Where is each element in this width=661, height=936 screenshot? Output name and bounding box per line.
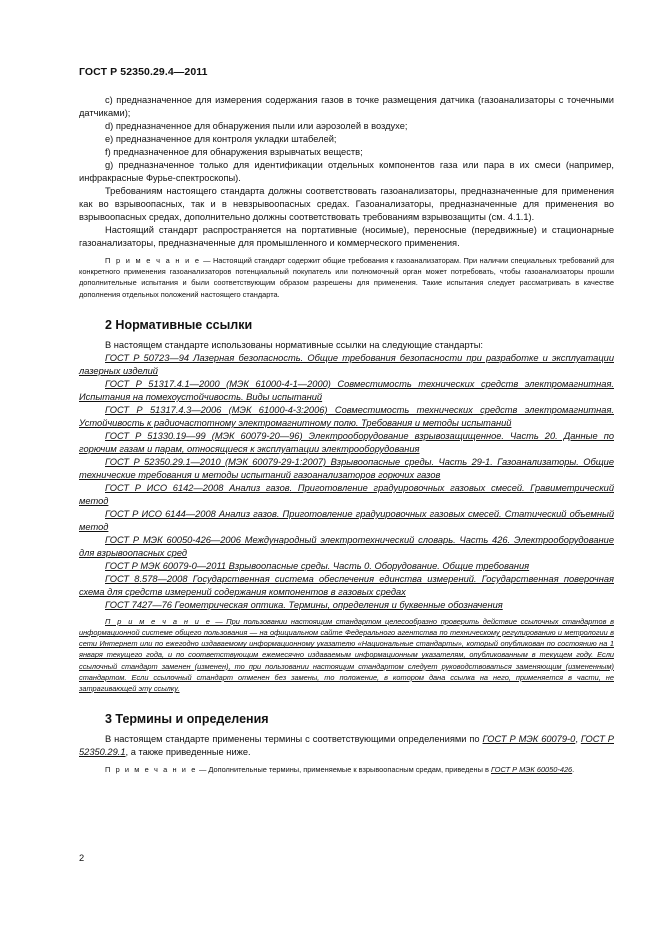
note-label: П р и м е ч а н и е xyxy=(105,765,197,775)
note-text: — Дополнительные термины, применяемые к взрывоопасным средам, приведены в xyxy=(196,765,491,775)
scope-paragraph: Требованиям настоящего стандарта должны соответствовать газоанализаторы, предназначенные для применения как во взрывоопасных, так и в невзрывоопасных средах. Газоанализаторы, предназначенные для применения во взрывоопасных средах, дополнительно должны соответствовать требованиям взрывозащиты (см. 4.1.1). xyxy=(79,186,614,222)
normative-reference-link[interactable]: ГОСТ Р 51330.19—99 (МЭК 60079-20—96) Электрооборудование взрывозащищенное. Часть 20. Данные по горючим газам и парам, относящиеся к эксплуатации электрооборудования xyxy=(79,430,614,454)
reference-note[interactable] xyxy=(79,616,614,694)
normative-reference-link[interactable]: ГОСТ 7427—76 Геометрическая оптика. Термины, определения и буквенные обозначения xyxy=(105,599,503,610)
normative-reference-link[interactable]: ГОСТ Р МЭК 60079-0—2011 Взрывоопасные среды. Часть 0. Оборудование. Общие требования xyxy=(105,560,530,571)
page-number: 2 xyxy=(79,853,85,863)
intro-text: В настоящем стандарте применены термины с соответствующими определениями по xyxy=(105,734,483,745)
scope-item-g: g) предназначенное только для идентификации отдельных компонентов газа или пара в их смеси (например, инфракрасные Фурье-спектроскопы). xyxy=(79,160,614,183)
normative-reference-link[interactable]: ГОСТ Р 51317.4.3—2006 (МЭК 61000-4-3:2006) Совместимость технических средств электромагнитная. Устойчивость к радиочастотному электромагнитному полю. Требования и методы испытаний xyxy=(79,404,614,428)
note xyxy=(79,255,614,300)
scope-item-d: d) предназначенное для обнаружения пыли или аэрозолей в воздухе; xyxy=(105,121,408,131)
normative-reference-link[interactable]: ГОСТ Р 52350.29.1—2010 (МЭК 60079-29-1:2007) Взрывоопасные среды. Часть 29-1. Газоанализаторы. Общие технические требования и методы испытаний газоанализаторов горючих газов xyxy=(79,456,614,480)
reference-link[interactable]: ГОСТ Р 52350.29.1 xyxy=(79,734,614,758)
section-intro: В настоящем стандарте использованы нормативные ссылки на следующие стандарты: xyxy=(105,339,484,350)
normative-reference-link[interactable]: ГОСТ Р ИСО 6144—2008 Анализ газов. Приготовление градуировочных газовых смесей. Статический объемный метод xyxy=(79,508,614,532)
separator: , xyxy=(575,734,581,745)
note-label: П р и м е ч а н и е xyxy=(105,616,212,626)
reference-link[interactable]: ГОСТ Р МЭК 60079-0 xyxy=(482,734,576,745)
note xyxy=(79,764,614,775)
normative-reference-link[interactable]: ГОСТ 8.578—2008 Государственная система обеспечения единства измерений. Государственная поверочная схема для средств измерений содержания компонентов в газовых средах xyxy=(79,573,614,597)
scope-paragraph: Настоящий стандарт распространяется на портативные (носимые), переносные (передвижные) и стационарные газоанализаторы, предназначенные для промышленного и коммерческого применения. xyxy=(79,225,614,248)
note-text: — Настоящий стандарт содержит общие требования к газоанализаторам. При наличии специальных требований для конкретного применения газоанализаторов потенциальный покупатель или полномочный орган может потребовать, чтобы газоанализаторы прошли дополнительные испытания и были соответствующим образом разрешены для применения. Такие испытания следует рассматривать в качестве дополнения отдельных положений настоящего стандарта. xyxy=(79,256,614,299)
note-text: — При пользовании настоящим стандартом целесообразно проверить действие ссылочных стандартов в информационной системе общего пользования — на официальном сайте Федерального агентства по техническому регулированию и метрологии в сети Интернет или по ежегодно издаваемому информационному указателю «Национальные стандарты», который опубликован по состоянию на 1 января текущего года, и по соответствующим ежемесячно издаваемым информационным указателям, опубликованным в текущем году. Если ссылочный стандарт заменен (изменен), то при пользовании настоящим стандартом следует руководствоваться заменяющим (измененным) стандартом. Если ссылочный стандарт отменен без замены, то положение, в котором дана ссылка на него, применяется в части, не затрагивающей эту ссылку. xyxy=(79,616,614,694)
normative-reference-link[interactable]: ГОСТ Р 51317.4.1—2000 (МЭК 61000-4-1—2000) Совместимость технических средств электромагнитная. Испытания на помехоустойчивость. Виды испытаний xyxy=(79,378,614,402)
scope-item-c: c) предназначенное для измерения содержания газов в точке размещения датчика (газоанализаторы с точечными датчиками); xyxy=(79,95,614,118)
section-heading: 3 Термины и определения xyxy=(105,712,269,727)
section-intro xyxy=(79,733,614,759)
reference-link[interactable]: ГОСТ Р МЭК 60050-426 xyxy=(490,765,573,775)
section-heading: 2 Нормативные ссылки xyxy=(105,317,253,332)
scope-item-e: e) предназначенное для контроля укладки штабелей; xyxy=(105,134,337,144)
normative-reference-link[interactable]: ГОСТ Р 50723—94 Лазерная безопасность. Общие требования безопасности при разработке и эксплуатации лазерных изделий xyxy=(79,352,614,376)
document-body xyxy=(79,94,614,775)
intro-text: , а также приведенные ниже. xyxy=(125,747,251,758)
document-header: ГОСТ Р 52350.29.4—2011 xyxy=(79,66,208,78)
normative-reference-link[interactable]: ГОСТ Р МЭК 60050-426—2006 Международный электротехнический словарь. Часть 426. Электрооборудование для взрывоопасных сред xyxy=(79,534,614,558)
normative-reference-link[interactable]: ГОСТ Р ИСО 6142—2008 Анализ газов. Приготовление градуировочных газовых смесей. Гравиметрический метод xyxy=(79,482,614,506)
note-label: П р и м е ч а н и е xyxy=(105,256,201,265)
scope-item-f: f) предназначенное для обнаружения взрывчатых веществ; xyxy=(105,147,363,157)
note-end: . xyxy=(572,765,575,775)
